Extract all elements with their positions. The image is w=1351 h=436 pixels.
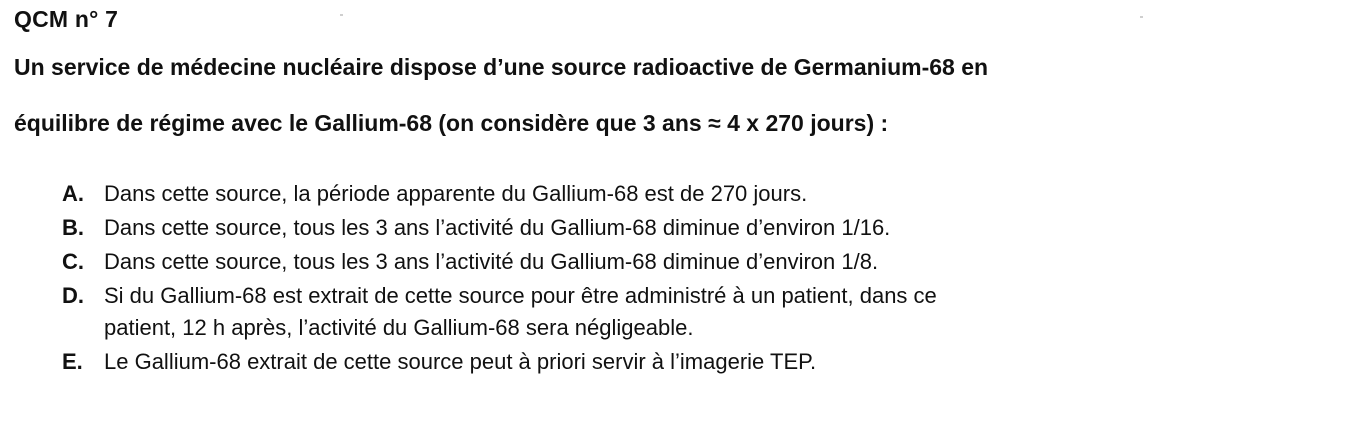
option-text-main: Le Gallium-68 extrait de cette source peut à priori servir à l’imagerie TEP. bbox=[104, 349, 817, 374]
scan-speck bbox=[340, 14, 343, 16]
option-letter: E. bbox=[62, 349, 83, 374]
option-text bbox=[104, 212, 1342, 244]
list-item bbox=[62, 178, 1342, 210]
option-text-continuation: patient, 12 h après, l’activité du Gallium-68 sera négligeable. bbox=[104, 315, 694, 340]
option-text-main: Dans cette source, la période apparente du Gallium-68 est de 270 jours. bbox=[104, 181, 808, 206]
option-letter: B. bbox=[62, 215, 84, 240]
option-text bbox=[104, 346, 1342, 378]
list-item bbox=[62, 346, 1342, 378]
option-text-main: Dans cette source, tous les 3 ans l’activité du Gallium-68 diminue d’environ 1/8. bbox=[104, 249, 879, 274]
page-title: QCM n° 7 bbox=[14, 6, 119, 32]
option-letter: C. bbox=[62, 249, 84, 274]
list-item bbox=[62, 280, 1342, 344]
list-item bbox=[62, 212, 1342, 244]
question-stem-line-2: équilibre de régime avec le Gallium-68 (on considère que 3 ans ≈ 4 x 270 jours) : bbox=[14, 110, 889, 136]
options-list bbox=[62, 178, 1342, 380]
option-text-main: Si du Gallium-68 est extrait de cette source pour être administré à un patient, dans ce bbox=[104, 283, 937, 308]
option-text-main: Dans cette source, tous les 3 ans l’activité du Gallium-68 diminue d’environ 1/16. bbox=[104, 215, 891, 240]
scan-speck bbox=[1140, 16, 1143, 18]
list-item bbox=[62, 246, 1342, 278]
option-letter: A. bbox=[62, 181, 84, 206]
option-letter: D. bbox=[62, 283, 84, 308]
question-stem-line-1: Un service de médecine nucléaire dispose d’une source radioactive de Germanium-68 en bbox=[14, 54, 989, 80]
option-text bbox=[104, 246, 1342, 278]
option-text bbox=[104, 280, 1342, 344]
option-text bbox=[104, 178, 1342, 210]
